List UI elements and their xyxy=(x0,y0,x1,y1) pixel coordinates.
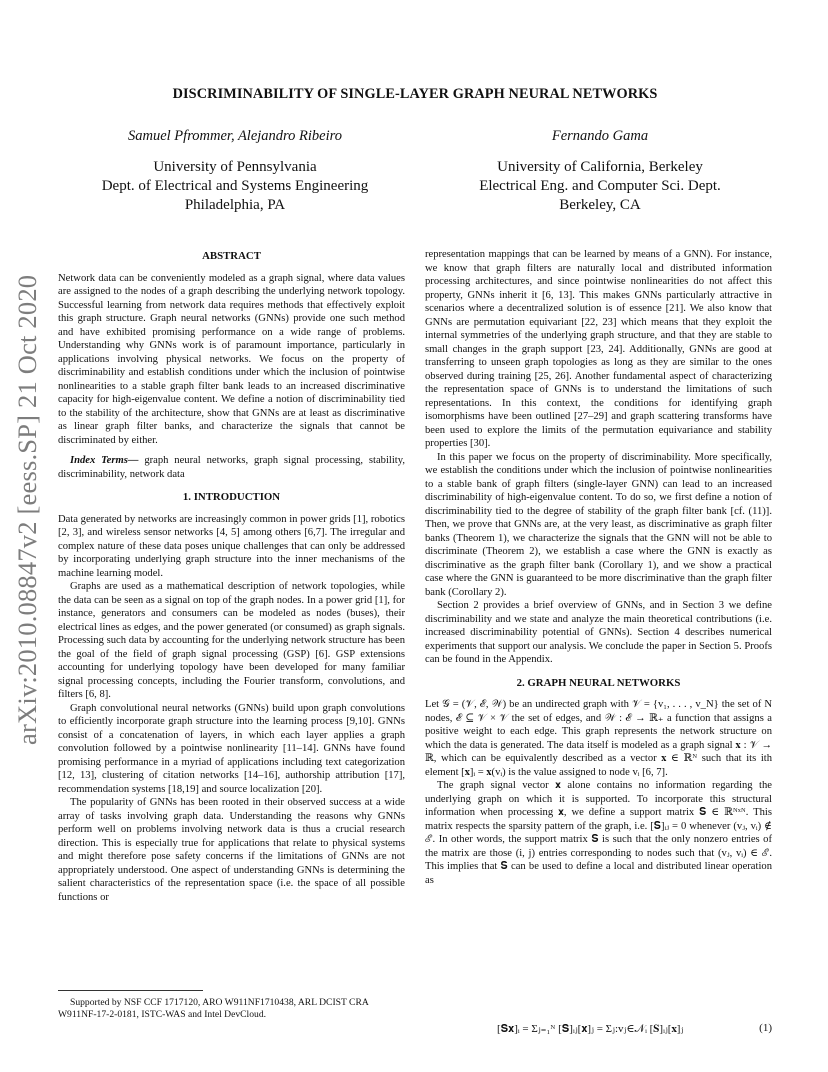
index-terms-label: Index Terms— xyxy=(70,455,139,466)
body-paragraph: The graph signal vector 𝐱 alone contains no information regarding the underlying graph on which it is supported. To incorporate this structural information when processing 𝐱, we define a support matrix 𝐒 ∈ ℝᴺˣᴺ. This matrix respects the sparsity pattern of the graph, i.e. [𝐒]ᵢⱼ = 0 whenever (vⱼ, vᵢ) ∉ ℰ. In other words, the support matrix 𝐒 is such that the only nonzero entries of the matrix are those (i, j) entries corresponding to nodes such that (vⱼ, vᵢ) ∈ ℰ. This implies that 𝐒 can be used to define a local and distributed linear operation as xyxy=(425,780,772,886)
abstract-text: Network data can be conveniently modeled as a graph signal, where data values are assigned to the nodes of a graph describing the underlying network topology. Successful learning from network data requires methods that effectively exploit this graph structure. Graph neural networks (GNNs) provide one such method and have exhibited promising performance on a wide range of problems. Understanding why GNNs work is of paramount importance, particularly in applications involving physical networks. We focus on the property of discriminability and establish conditions under which the inclusion of pointwise nonlinearities to a stable graph filter bank leads to an increased discriminative capacity for high-eigenvalue content. We define a notion of discriminability tied to the stability of the architecture, show that GNNs are at least as discriminative as linear graph filter banks, and characterize the signals that cannot be discriminated by either. xyxy=(58,272,405,446)
index-terms-text: graph neural networks, graph signal processing, stability, discriminability, network data xyxy=(58,455,405,480)
affiliation-line: Dept. of Electrical and Systems Engineering xyxy=(101,178,369,194)
affiliation-line: Philadelphia, PA xyxy=(184,197,286,213)
body-paragraph: In this paper we focus on the property of discriminability. More specifically, we establish the conditions under which the inclusion of pointwise nonlinearities to a stable bank of graph filters (single-layer GNN) can lead to an increased discriminability of high-eigenvalue content. To do so, we first define a notion of discriminability tied to the degree of stability of the graph filter bank [cf. (11)]. Then, we prove that GNNs are, at the very least, as discriminative as graph filter banks (Theorem 1), we characterize the signals that the GNN will not be able to discriminate (Theorem 2), we establish a case where the GNN is exactly as discriminative as the graph filter bank (Corollary 1), and we show a practical case where the GNN is guaranteed to be more discriminative than the graph filter bank (Corollary 2). xyxy=(425,451,772,598)
right-column xyxy=(425,248,772,887)
body-paragraph: Data generated by networks are increasingly common in power grids [1], robotics [2, 3], and wireless sensor networks [4, 5] among others [6,7]. The irregular and complex nature of these data poses unique challenges that can only be addressed by incorporating underlying graph structure into the inner mechanisms of the machine learning model. xyxy=(58,513,405,579)
author-block-berkeley xyxy=(450,126,750,215)
body-paragraph: representation mappings that can be learned by means of a GNN). For instance, we know that graph filters are naturally local and distributed information processing architectures, and since pointwise nonlinearities do not affect this property, GNNs inherit it [6, 13]. This makes GNNs particularly attractive in scenarios where a decentralized solution is of essence [21]. We also know that GNNs are permutation equivariant [22, 23] which means that they exploit the internal symmetries of the underlying graph structure, and that they are stable to small changes in the graph support [23, 24]. Additionally, GNNs are good at transferring to unseen graph topologies as long as they are similar to the ones observed during training [25, 26]. Another fundamental aspect of characterizing the representation space of GNNs is to understand the limitations of such representations. In this context, the conditions for identifying graph isomorphisms have been outlined [27–29] and graph scattering transforms have been used to explore the limits of the permutation equivariance and stability properties [30]. xyxy=(425,249,772,449)
footnote xyxy=(58,990,405,1021)
affiliation-line: University of California, Berkeley xyxy=(497,159,703,175)
author-names: Fernando Gama xyxy=(551,128,649,144)
equation-number: (1) xyxy=(759,1022,772,1034)
author-block-upenn xyxy=(80,126,390,215)
footnote-rule xyxy=(58,990,203,991)
index-terms xyxy=(58,454,405,481)
equation-1 xyxy=(425,1012,772,1056)
section-heading-introduction: 1. INTRODUCTION xyxy=(182,491,281,503)
body-paragraph: Graph convolutional neural networks (GNNs) build upon graph convolutions to efficiently incorporate graph structure into the learning process [9,10]. GNNs consist of a concatenation of layers, in which each layer applies a graph convolution followed by a pointwise nonlinearity [11–14]. GNNs have found promising performance in a myriad of applications including text categorization [12, 13], clustering of citation networks [14–16], authorship attribution [17], recommendation systems [18,19] and source localization [20]. xyxy=(58,702,405,795)
body-paragraph: Graphs are used as a mathematical description of network topologies, while the data can be seen as a signal on top of the graph nodes. In a power grid [1], for instance, generators and consumers can be modeled as nodes (buses), their electrical lines as edges, and the power generated (or consumed) as graph signals. Processing such data by accounting for the underlying network structure has been the goal of the field of graph signal processing (GSP) [6]. GSP extensions accounting for underlying topology have been developed for many familiar signal processing concepts, including the Fourier transform, convolutions, and filters [6, 8]. xyxy=(58,581,405,700)
section-heading-gnn: 2. GRAPH NEURAL NETWORKS xyxy=(516,676,681,689)
left-column xyxy=(58,248,405,904)
author-names: Samuel Pfrommer, Alejandro Ribeiro xyxy=(128,128,342,144)
affiliation-line: University of Pennsylvania xyxy=(153,159,317,175)
affiliation-line: Electrical Eng. and Computer Sci. Dept. xyxy=(479,178,721,194)
body-paragraph: Section 2 provides a brief overview of GNNs, and in Section 3 we define discriminability and we state and analyze the main theoretical contributions (i.e. increased discriminability potential of GNNs). Section 4 describes numerical experiments that support our analysis. We conclude the paper in Section 5. Proofs can be found in the Appendix. xyxy=(425,600,772,665)
paper-title: DISCRIMINABILITY OF SINGLE-LAYER GRAPH NEURAL NETWORKS xyxy=(172,86,658,102)
equation-body: [𝐒𝐱]ᵢ = Σⱼ₌₁ᴺ [𝐒]ᵢⱼ[𝐱]ⱼ = Σⱼ:vⱼ∈𝒩ᵢ [𝐒]ᵢⱼ[𝐱]ⱼ xyxy=(497,1023,684,1035)
body-paragraph: Let 𝒢 = (𝒱, ℰ, 𝒲) be an undirected graph with 𝒱 = {v₁, . . . , v_N} the set of N nodes, ℰ ⊆ 𝒱 × 𝒱 the set of edges, and 𝒲 : ℰ → ℝ₊ a function that assigns a positive weight to each edge. This graph represents the network structure on which the data is generated. The data itself is modeled as a graph signal 𝐱 : 𝒱 → ℝ, which can be equivalently described as a vector 𝐱 ∈ ℝᴺ such that its ith element [𝐱]ᵢ = 𝐱(vᵢ) is the value assigned to node vᵢ [6, 7]. xyxy=(425,699,772,778)
body-paragraph: The popularity of GNNs has been rooted in their observed success at a wide array of tasks involving graph data. Understanding the reasons why GNNs perform well on problems involving network data is thus a crucial research direction. This is especially true for applications that relate to physical systems and might therefore pose safety concerns if the limitations of GNNs are not appropriately understood. One aspect of understanding GNNs is determining the salient characteristics of the representation space (i.e. the space of all possible functions or xyxy=(58,797,405,903)
affiliation-line: Berkeley, CA xyxy=(559,197,641,213)
footnote-text: Supported by NSF CCF 1717120, ARO W911NF1710438, ARL DCIST CRA W911NF-17-2-0181, ISTC-WAS and Intel DevCloud. xyxy=(58,997,369,1020)
abstract-heading: ABSTRACT xyxy=(202,250,261,262)
arxiv-identifier-stamp: arXiv:2010.08847v2 [eess.SP] 21 Oct 2020 xyxy=(12,274,42,745)
